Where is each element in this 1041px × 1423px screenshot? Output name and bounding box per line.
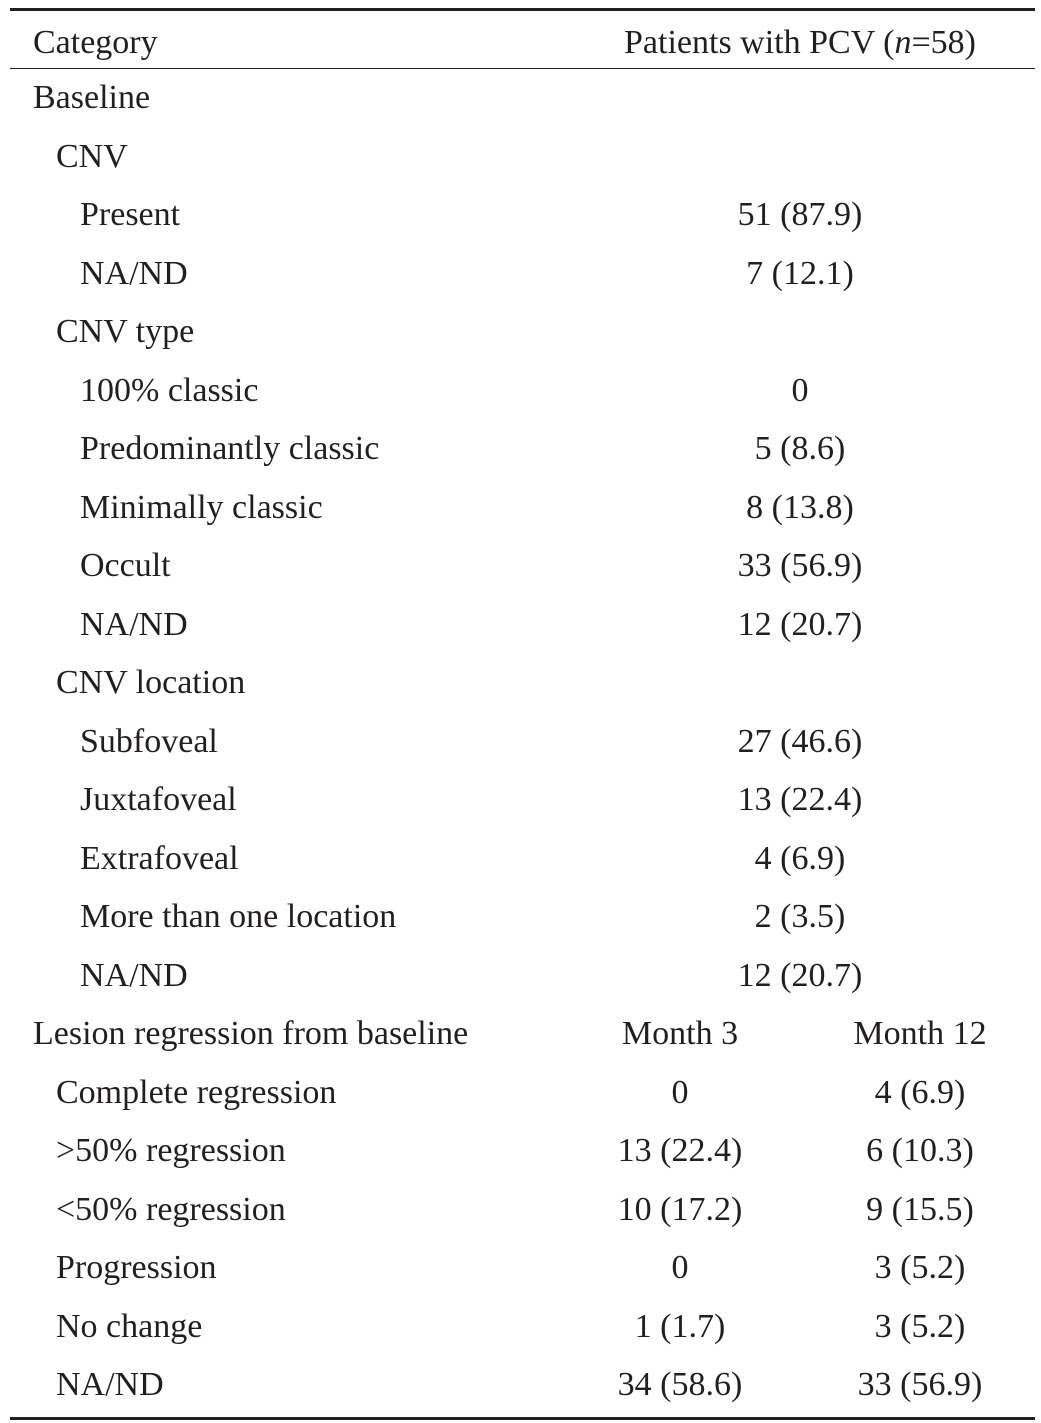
- group-title: CNV: [56, 137, 128, 175]
- row-label: Complete regression: [56, 1073, 337, 1111]
- row-label: No change: [56, 1307, 203, 1345]
- row-label: >50% regression: [56, 1132, 286, 1169]
- row-label: NA/ND: [80, 956, 188, 994]
- table-row: [10, 420, 1035, 479]
- table-row: [10, 947, 1035, 1006]
- header-n-symbol: n: [894, 24, 912, 61]
- row-value-month12: 3 (5.2): [874, 1249, 966, 1286]
- header-patients-suffix: =58): [911, 24, 976, 61]
- row-value: 0: [791, 371, 809, 409]
- row-value: 12 (20.7): [737, 605, 863, 643]
- row-label: 100% classic: [80, 371, 259, 409]
- row-label: <50% regression: [56, 1190, 286, 1228]
- table-header-row: [10, 11, 1035, 68]
- table-row: [10, 1181, 1035, 1240]
- pcv-characteristics-table: [10, 8, 1035, 1420]
- row-value-month3: 0: [671, 1073, 689, 1111]
- row-value: 13 (22.4): [737, 781, 863, 818]
- table-row: [10, 537, 1035, 596]
- table-row: [10, 830, 1035, 889]
- row-value: 33 (56.9): [737, 547, 863, 584]
- header-patients-prefix: Patients with PCV (: [624, 24, 895, 61]
- table-row: [10, 1356, 1035, 1415]
- row-value: 7 (12.1): [746, 254, 854, 292]
- row-value-month12: 33 (56.9): [857, 1366, 983, 1403]
- row-value: 51 (87.9): [737, 196, 863, 233]
- table-row: [10, 362, 1035, 421]
- row-value-month12: 4 (6.9): [874, 1073, 966, 1111]
- column-header-month12: Month 12: [853, 1015, 987, 1052]
- group-title: CNV location: [56, 664, 246, 701]
- row-label: Subfoveal: [80, 722, 218, 760]
- row-value-month12: 9 (15.5): [866, 1190, 974, 1228]
- table-row: [10, 1122, 1035, 1181]
- row-value-month12: 3 (5.2): [874, 1307, 966, 1345]
- table-row: [10, 1064, 1035, 1123]
- section-heading-baseline: [10, 69, 1035, 128]
- row-label: Occult: [80, 547, 171, 584]
- table-row: [10, 713, 1035, 772]
- row-value: 4 (6.9): [754, 839, 846, 877]
- row-value: 2 (3.5): [754, 898, 846, 935]
- table-row: [10, 479, 1035, 538]
- table-row: [10, 771, 1035, 830]
- row-value-month3: 10 (17.2): [617, 1190, 743, 1228]
- group-title: CNV type: [56, 313, 195, 350]
- row-label: Progression: [56, 1249, 217, 1286]
- section-heading-regression: [10, 1005, 1035, 1064]
- row-label: NA/ND: [80, 254, 188, 292]
- row-label: NA/ND: [80, 605, 188, 643]
- row-label: Extrafoveal: [80, 839, 239, 877]
- table-row: [10, 888, 1035, 947]
- row-value: 8 (13.8): [746, 488, 854, 526]
- column-header-month3: Month 3: [621, 1015, 739, 1052]
- row-label: NA/ND: [56, 1366, 164, 1403]
- row-label: More than one location: [80, 898, 397, 935]
- row-value-month3: 34 (58.6): [617, 1366, 743, 1403]
- row-value-month3: 1 (1.7): [634, 1307, 726, 1345]
- row-label: Juxtafoveal: [80, 781, 237, 818]
- header-patients: [605, 11, 995, 74]
- table-row: [10, 186, 1035, 245]
- table-row: [10, 596, 1035, 655]
- header-category: Category: [33, 24, 158, 61]
- row-value-month3: 0: [671, 1249, 689, 1286]
- group-heading-cnv-type: [10, 303, 1035, 362]
- group-heading-cnv: [10, 128, 1035, 187]
- section-title: Lesion regression from baseline: [33, 1015, 469, 1052]
- section-title: Baseline: [33, 79, 151, 116]
- row-value-month3: 13 (22.4): [617, 1132, 743, 1169]
- table-row: [10, 1298, 1035, 1357]
- row-value: 27 (46.6): [737, 722, 863, 760]
- row-value: 5 (8.6): [754, 430, 846, 467]
- row-label: Minimally classic: [80, 488, 323, 526]
- table-bottom-rule: [10, 1417, 1035, 1420]
- row-label: Predominantly classic: [80, 430, 380, 467]
- row-value: 12 (20.7): [737, 956, 863, 994]
- row-label: Present: [80, 196, 181, 233]
- table-row: [10, 1239, 1035, 1298]
- table-row: [10, 245, 1035, 304]
- row-value-month12: 6 (10.3): [866, 1132, 974, 1169]
- group-heading-cnv-location: [10, 654, 1035, 713]
